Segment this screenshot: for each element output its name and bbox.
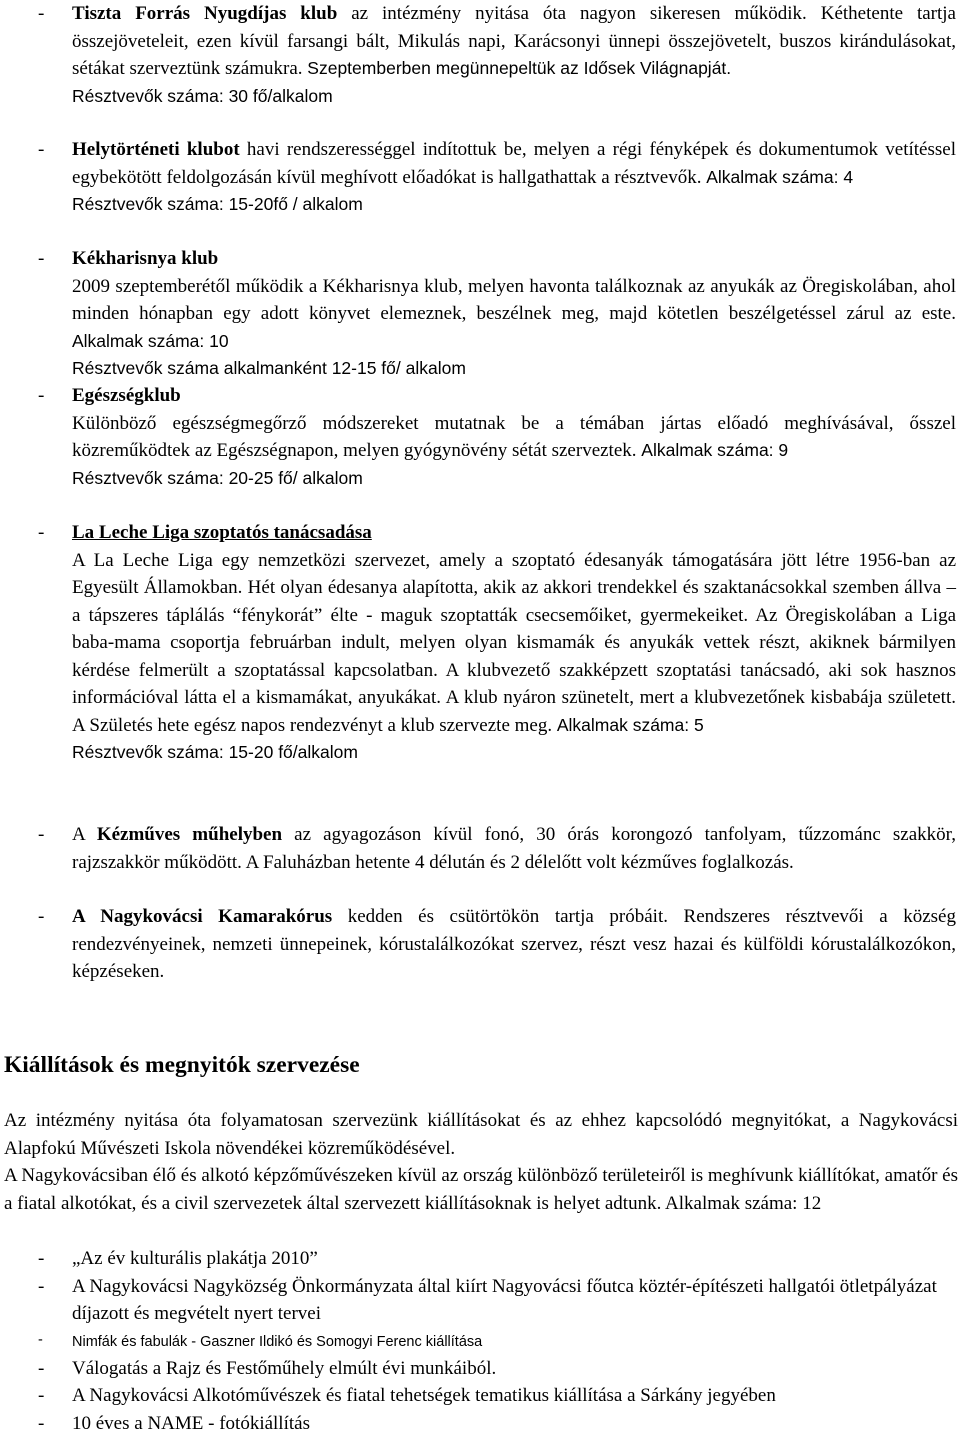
club-description: Különböző egészségmegőrző módszereket mutatnak be a témában jártas előadó meghívásával, ősszel közreműködtek az Egészségnapon, melyen gyógynövény sétát szerveztek. [72,413,956,462]
section-heading: Kiállítások és megnyitók szervezése [4,1050,360,1080]
kezmuves-title: Kézműves műhelyben [97,824,282,845]
list-dash: - [38,245,44,273]
club-participants: Résztvevők száma: 15-20fő / alkalom [72,194,363,214]
club-extra: Alkalmak száma: 9 [641,440,788,460]
list-dash: - [38,382,44,410]
section-body [4,1107,958,1217]
club-item-kekharisnya [0,245,956,383]
list-dash: - [38,1273,44,1301]
club-extra: Alkalmak száma: 10 [72,331,229,351]
exhibition-item [0,1382,956,1410]
exhibition-title: „Az év kulturális plakátja 2010” [72,1248,318,1269]
club-description: havi rendszerességgel indítottuk be, melyen a régi fényképek és dokumentumok vetítéssel egybekötött feldolgozásán kívül meghívott előadókat is hallgathattak a résztvevők. [72,139,956,188]
list-dash: - [38,0,44,28]
club-extra: Alkalmak száma: 4 [706,167,853,187]
kezmuves-prefix: A [72,824,97,845]
club-item-helytorteneti [0,136,956,219]
kezmuves-description: az agyagozáson kívül fonó, 30 órás korongozó tanfolyam, tűzzománc szakkör, rajzszakkör működött. A Faluházban hetente 4 délután és 2 délelőtt volt kézműves foglalkozás. [72,824,956,873]
exhibition-item [0,1355,956,1383]
exhibition-list [0,1245,960,1437]
club-participants: Résztvevők száma: 20-25 fő/ alkalom [72,468,363,488]
kezmuves-item [0,821,956,876]
list-dash: - [38,1382,44,1410]
exhibition-title: A Nagykovácsi Nagyközség Önkormányzata által kiírt Nagyovácsi főutca köztér-építészeti hallgatói ötletpályázat díjazott és megvételt nyert tervei [72,1276,937,1325]
club-title: Kékharisnya klub [72,248,218,269]
section-paragraph-2: A Nagykovácsiban élő és alkotó képzőművészeken kívül az ország különböző területeiről is meghívunk kiállítókat, amatőr és a fiatal alkotókat, és a civil szervezetek által szervezett kiállításoknak is helyet adtunk. Alkalmak száma: 12 [4,1162,958,1217]
club-extra: Alkalmak száma: 5 [557,715,704,735]
exhibition-item [0,1245,956,1273]
list-dash: - [38,136,44,164]
list-dash: - [38,519,44,547]
list-dash: - [38,821,44,849]
list-dash: - [38,903,44,931]
exhibition-item [0,1328,956,1355]
exhibition-item [0,1273,956,1328]
exhibition-item [0,1410,956,1437]
club-participants: Résztvevők száma: 30 fő/alkalom [72,86,333,106]
club-title: Helytörténeti klubot [72,139,240,160]
club-participants: Résztvevők száma alkalmanként 12-15 fő/ alkalom [72,358,466,378]
list-dash: - [38,1410,44,1437]
club-title: Tiszta Forrás Nyugdíjas klub [72,3,337,24]
list-dash: - [38,1328,43,1353]
club-extra: Szeptemberben megünnepeltük az Idősek Világnapját. [307,58,731,78]
club-description: az intézmény nyitása óta nagyon sikeresen működik. Kéthetente tartja összejöveteleit, ezen kívül farsangi bált, Mikulás napi, Karácsonyi ünnepi összejövetelt, buszos kirándulásokat, sétákat szerveztünk számukra. [72,3,956,79]
club-description: A La Leche Liga egy nemzetközi szervezet, amely a szoptató édesanyák támogatására jött létre 1956-ban az Egyesült Államokban. Hét olyan édesanya alapította, akik az akkori trendekkel és szaktanácsokkal szemben állva – a tápszeres táplálás “fénykorát” élte - maguk szoptatták csecsemőiket, gyermekeiket. Az Öregiskolában a Liga baba-mama csoportja februárban indult, melyen olyan kismamák és anyukák vettek részt, akiknek bármilyen kérdése felmerült a szoptatással kapcsolatban. A klubvezető szakképzett szoptatási tanácsadó, aki sok hasznos információval látta el a kismamákat, anyukákat. A klub nyáron szünetelt, mert a klubvezetőnek kisbabája született. A Születés hete egész napos rendezvényt a klub szervezte meg. [72,550,956,736]
club-participants: Résztvevők száma: 15-20 fő/alkalom [72,742,358,762]
exhibition-title: Nimfák és fabulák - Gaszner Ildikó és Somogyi Ferenc kiállítása [72,1334,482,1350]
exhibition-title: 10 éves a NAME - fotókiállítás [72,1413,310,1434]
section-paragraph-1: Az intézmény nyitása óta folyamatosan szervezünk kiállításokat és az ehhez kapcsolódó megnyitókat, a Nagykovácsi Alapfokú Művészeti Iskola növendékei közreműködésével. [4,1107,958,1162]
list-dash: - [38,1355,44,1383]
kamarakorus-title: A Nagykovácsi Kamarakórus [72,906,332,927]
club-item-nyugdijas [0,0,956,110]
list-dash: - [38,1245,44,1273]
club-description: 2009 szeptemberétől működik a Kékharisnya klub, melyen havonta találkoznak az anyukák az Öregiskolában, ahol minden hónapban egy adott könyvet elemeznek, beszélnek meg, majd kötetlen beszélgetéssel zárul az este. [72,276,956,325]
kamarakorus-description: kedden és csütörtökön tartja próbáit. Rendszeres résztvevői a község rendezvényeinek, nemzeti ünnepeinek, kórustalálkozókat szervez, részt vesz hazai és külföldi kórustalálkozókon, képzéseken. [72,906,956,982]
exhibition-title: A Nagykovácsi Alkotóművészek és fiatal tehetségek tematikus kiállítása a Sárkány jegyében [72,1385,776,1406]
club-title: Egészségklub [72,385,181,406]
club-title: La Leche Liga szoptatós tanácsadása [72,522,372,543]
club-item-egeszsegklub [0,382,956,492]
kamarakorus-item [0,903,956,986]
exhibition-title: Válogatás a Rajz és Festőműhely elmúlt évi munkáiból. [72,1358,496,1379]
club-item-la-leche-liga [0,519,956,767]
